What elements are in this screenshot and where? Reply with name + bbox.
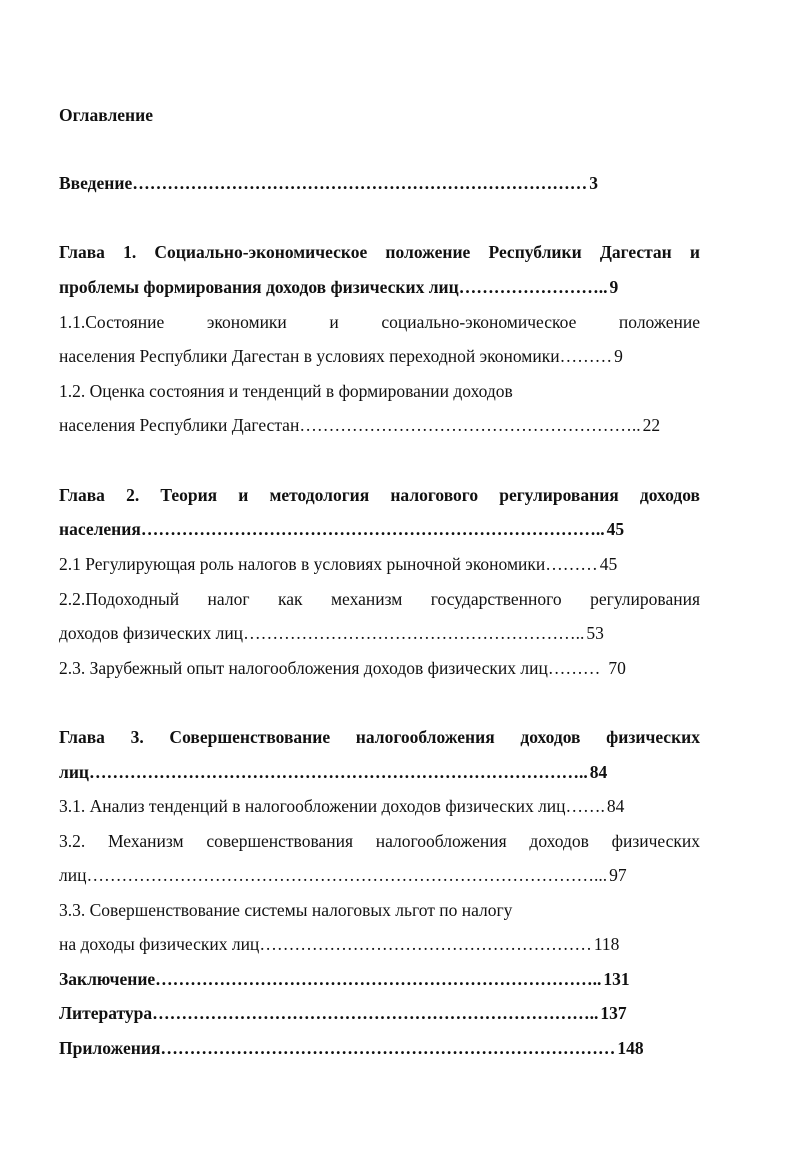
entry-text: Заключение <box>59 969 156 989</box>
leader-dots: …………………………………………………………………….. <box>140 519 605 539</box>
entry-text: населения Республики Дагестан в условиях переходной экономики <box>59 346 560 366</box>
entry-text: Приложения <box>59 1038 161 1058</box>
toc-section-2-2-line1[interactable]: 2.2.Подоходный налог как механизм государственного регулирования <box>59 589 700 609</box>
entry-text: лиц <box>59 762 89 782</box>
toc-chapter3-line1[interactable]: Глава 3. Совершенствование налогообложения доходов физических <box>59 727 700 747</box>
toc-entry-literature[interactable] <box>59 1002 700 1024</box>
page-number: 70 <box>608 658 626 678</box>
page-number: 84 <box>606 796 625 816</box>
page-number: 118 <box>593 934 620 954</box>
page-number: 137 <box>600 1003 627 1023</box>
leader-dots: ………………………………………………….. <box>299 415 641 435</box>
entry-text: доходов физических лиц <box>59 623 244 643</box>
leader-dots: ………………………………………………………………….. <box>152 1003 599 1023</box>
leader-dots: ……… <box>545 554 598 574</box>
leader-dots: ……. <box>565 796 605 816</box>
entry-text: проблемы формирования доходов физических лиц <box>59 277 459 297</box>
page-number: 9 <box>614 346 623 366</box>
entry-text: лиц <box>59 865 87 885</box>
toc-entry-conclusion[interactable] <box>59 968 700 990</box>
entry-text: Введение <box>59 173 133 193</box>
page-number: 131 <box>603 969 630 989</box>
leader-dots: …………………….. <box>458 277 608 297</box>
entry-text: 2.3. Зарубежный опыт налогообложения доходов физических лиц <box>59 658 548 678</box>
toc-section-2-3[interactable] <box>59 657 700 679</box>
toc-section-3-2-line1[interactable]: 3.2. Механизм совершенствования налогообложения доходов физических <box>59 831 700 851</box>
leader-dots: ……… <box>559 346 613 366</box>
toc-entry-appendix[interactable] <box>59 1037 700 1059</box>
page-number: 148 <box>617 1038 644 1058</box>
toc-chapter2-line1[interactable]: Глава 2. Теория и методология налогового регулирования доходов <box>59 485 700 505</box>
entry-text: на доходы физических лиц <box>59 934 260 954</box>
page-number: 45 <box>599 554 618 574</box>
toc-section-3-3-line1[interactable]: 3.3. Совершенствование системы налоговых льгот по налогу <box>59 900 513 920</box>
page-number: 97 <box>609 865 627 885</box>
leader-dots: ………………………………………………….. <box>243 623 585 643</box>
leader-dots: ……… <box>547 658 601 678</box>
toc-section-2-1[interactable] <box>59 553 700 575</box>
toc-section-3-2-line2[interactable] <box>59 864 700 886</box>
page-number: 45 <box>606 519 625 539</box>
leader-dots: ……………………………………………………………………………... <box>86 865 608 885</box>
page-number: 53 <box>586 623 604 643</box>
toc-chapter3-line2[interactable] <box>59 761 700 783</box>
toc-section-1-2-line1[interactable]: 1.2. Оценка состояния и тенденций в формировании доходов <box>59 381 513 401</box>
entry-text: Литература <box>59 1003 153 1023</box>
toc-entry-intro[interactable] <box>59 172 700 194</box>
toc-section-1-2-line2[interactable] <box>59 414 700 436</box>
page-number: 9 <box>609 277 619 297</box>
page-number: 84 <box>589 762 608 782</box>
leader-dots: …………………………………………………………………… <box>160 1038 616 1058</box>
toc-section-2-2-line2[interactable] <box>59 622 700 644</box>
entry-text: 3.1. Анализ тенденций в налогообложении доходов физических лиц <box>59 796 566 816</box>
toc-section-3-3-line2[interactable] <box>59 933 700 955</box>
toc-chapter2-line2[interactable] <box>59 518 700 540</box>
leader-dots: ………………………………………………………………….. <box>155 969 602 989</box>
toc-chapter1-line1[interactable]: Глава 1. Социально-экономическое положение Республики Дагестан и <box>59 242 700 262</box>
toc-title: Оглавление <box>59 105 153 125</box>
page-number: 3 <box>589 173 598 193</box>
entry-text: населения Республики Дагестан <box>59 415 300 435</box>
leader-dots: ………………………………………………… <box>259 934 592 954</box>
toc-chapter1-line2[interactable] <box>59 276 700 298</box>
toc-section-3-1[interactable] <box>59 795 700 817</box>
toc-section-1-1-line1[interactable]: 1.1.Состояние экономики и социально-экономическое положение <box>59 312 700 332</box>
entry-text: населения <box>59 519 141 539</box>
page-number: 22 <box>642 415 661 435</box>
toc-section-1-1-line2[interactable] <box>59 345 700 367</box>
leader-dots: …………………………………………………………………… <box>132 173 588 193</box>
entry-text: 2.1 Регулирующая роль налогов в условиях рыночной экономики <box>59 554 546 574</box>
leader-dots: ………………………………………………………………………….. <box>88 762 588 782</box>
